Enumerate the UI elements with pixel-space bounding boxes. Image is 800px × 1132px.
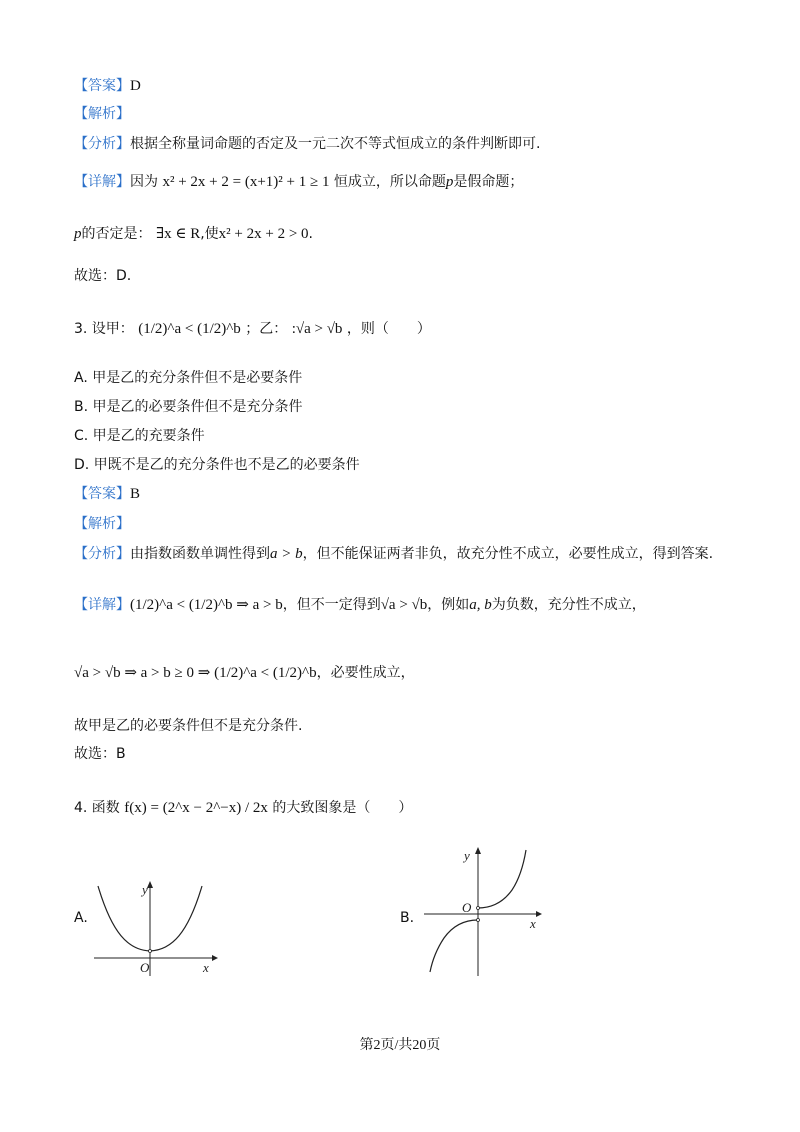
neg-end: . xyxy=(308,226,313,242)
fenxi-tag: 【分析】 xyxy=(74,136,130,152)
y-axis-label: y xyxy=(464,848,470,863)
q3-analysis-line xyxy=(74,514,130,534)
origin-label: O xyxy=(140,960,150,975)
q3-stem-mid: ；乙： xyxy=(245,321,288,337)
fenxi-a: 由指数函数单调性得到 xyxy=(130,546,270,562)
neg-mid: ,使 xyxy=(200,226,219,242)
line2-text: ，必要性成立， xyxy=(316,665,415,681)
q3-stem-prefix: 3. 设甲： xyxy=(74,321,134,337)
y-axis-label: y xyxy=(142,882,148,897)
fenxi-tag: 【分析】 xyxy=(74,546,130,562)
q3-detail-line xyxy=(74,588,646,622)
q4-option-b-graph xyxy=(420,842,550,978)
q4-stem-formula: f(x) = (2^x − 2^−x) / 2x xyxy=(124,800,268,816)
x-axis-arrow xyxy=(212,955,218,961)
fenxi-b: ，但不能保证两者非负，故充分性不成立，必要性成立，得到答案. xyxy=(302,546,714,562)
origin-label: O xyxy=(462,900,472,915)
curve-b-left xyxy=(430,920,478,972)
q4-stem-suffix: 的大致图象是（ ） xyxy=(272,800,413,816)
q4-stem-prefix: 4. 函数 xyxy=(74,800,120,816)
answer-tag: 【答案】 xyxy=(74,78,130,94)
detail-formula-1: (1/2)^a < (1/2)^b ⇒ a > b xyxy=(130,597,283,613)
detail-prefix: 因为 xyxy=(130,174,158,190)
q3-choose-line: 故选：B xyxy=(74,746,126,762)
x-axis-label: x xyxy=(203,960,209,975)
q3-answer-line xyxy=(74,484,140,504)
q2-negation-line xyxy=(74,224,313,244)
q4-option-a-label: A. xyxy=(74,910,88,926)
detail-tag: 【详解】 xyxy=(74,597,130,613)
answer-value: B xyxy=(130,486,141,502)
x-axis-arrow xyxy=(536,911,542,917)
page-footer: 第2页/共20页 xyxy=(359,1038,441,1053)
detail-formula-2: √a > √b xyxy=(380,597,428,613)
q2-analysis-line xyxy=(74,104,130,124)
analysis-tag: 【解析】 xyxy=(74,106,130,122)
fenxi-text: 根据全称量词命题的否定及一元二次不等式恒成立的条件判断即可. xyxy=(130,136,541,152)
hole-upper xyxy=(477,907,480,910)
x-axis-label: x xyxy=(530,916,536,931)
hole-lower xyxy=(477,919,480,922)
detail-p: p xyxy=(445,174,454,190)
q3-option-c: C. 甲是乙的充要条件 xyxy=(74,428,205,444)
curve-b-right xyxy=(478,850,526,908)
detail-formula: x² + 2x + 2 = (x+1)² + 1 ≥ 1 xyxy=(162,174,330,190)
q3-yi-formula: :√a > √b xyxy=(291,321,343,337)
q3-stem-end: ，则（ ） xyxy=(346,321,431,337)
neg-formula-1: ∃x ∈ R xyxy=(155,226,201,242)
neg-p: p xyxy=(74,226,82,242)
q4-option-a-graph xyxy=(90,878,220,978)
detail-text-2: ，例如 xyxy=(427,597,470,613)
y-axis-arrow xyxy=(475,847,481,854)
detail-text-1: ，但不一定得到 xyxy=(282,597,381,613)
q2-detail-line xyxy=(74,172,523,192)
q3-option-d: D. 甲既不是乙的充分条件也不是乙的必要条件 xyxy=(74,457,360,473)
q3-stem xyxy=(74,312,431,346)
q3-option-b: B. 甲是乙的必要条件但不是充分条件 xyxy=(74,399,303,415)
detail-text-3: 为负数，充分性不成立， xyxy=(491,597,646,613)
q2-fenxi-line xyxy=(74,134,540,154)
y-intercept-point xyxy=(149,950,152,953)
choose-text: 故选：D. xyxy=(74,268,132,284)
detail-suffix-a: 恒成立，所以命题 xyxy=(333,174,446,190)
q3-detail-line-2 xyxy=(74,656,415,690)
q3-conclusion: 故甲是乙的必要条件但不是充分条件. xyxy=(74,718,303,734)
fenxi-formula: a > b xyxy=(270,546,303,562)
neg-text: 的否定是： xyxy=(81,226,152,242)
q3-jia-formula: (1/2)^a < (1/2)^b xyxy=(138,321,241,337)
q3-option-a: A. 甲是乙的充分条件但不是必要条件 xyxy=(74,370,303,386)
analysis-tag: 【解析】 xyxy=(74,516,130,532)
answer-value: D xyxy=(130,78,141,94)
q4-stem xyxy=(74,788,412,828)
answer-tag: 【答案】 xyxy=(74,486,130,502)
detail-tag: 【详解】 xyxy=(74,174,130,190)
q3-fenxi-line xyxy=(74,544,713,564)
neg-formula-2: x² + 2x + 2 > 0 xyxy=(218,226,309,242)
detail-suffix-b: 是假命题； xyxy=(453,174,524,190)
q4-option-b-label: B. xyxy=(400,910,415,926)
q2-answer-line xyxy=(74,76,141,96)
detail-formula-3: a, b xyxy=(469,597,492,613)
line2-formula: √a > √b ⇒ a > b ≥ 0 ⇒ (1/2)^a < (1/2)^b xyxy=(74,665,317,681)
y-axis-arrow xyxy=(147,881,153,888)
q2-choose-line xyxy=(74,266,131,286)
